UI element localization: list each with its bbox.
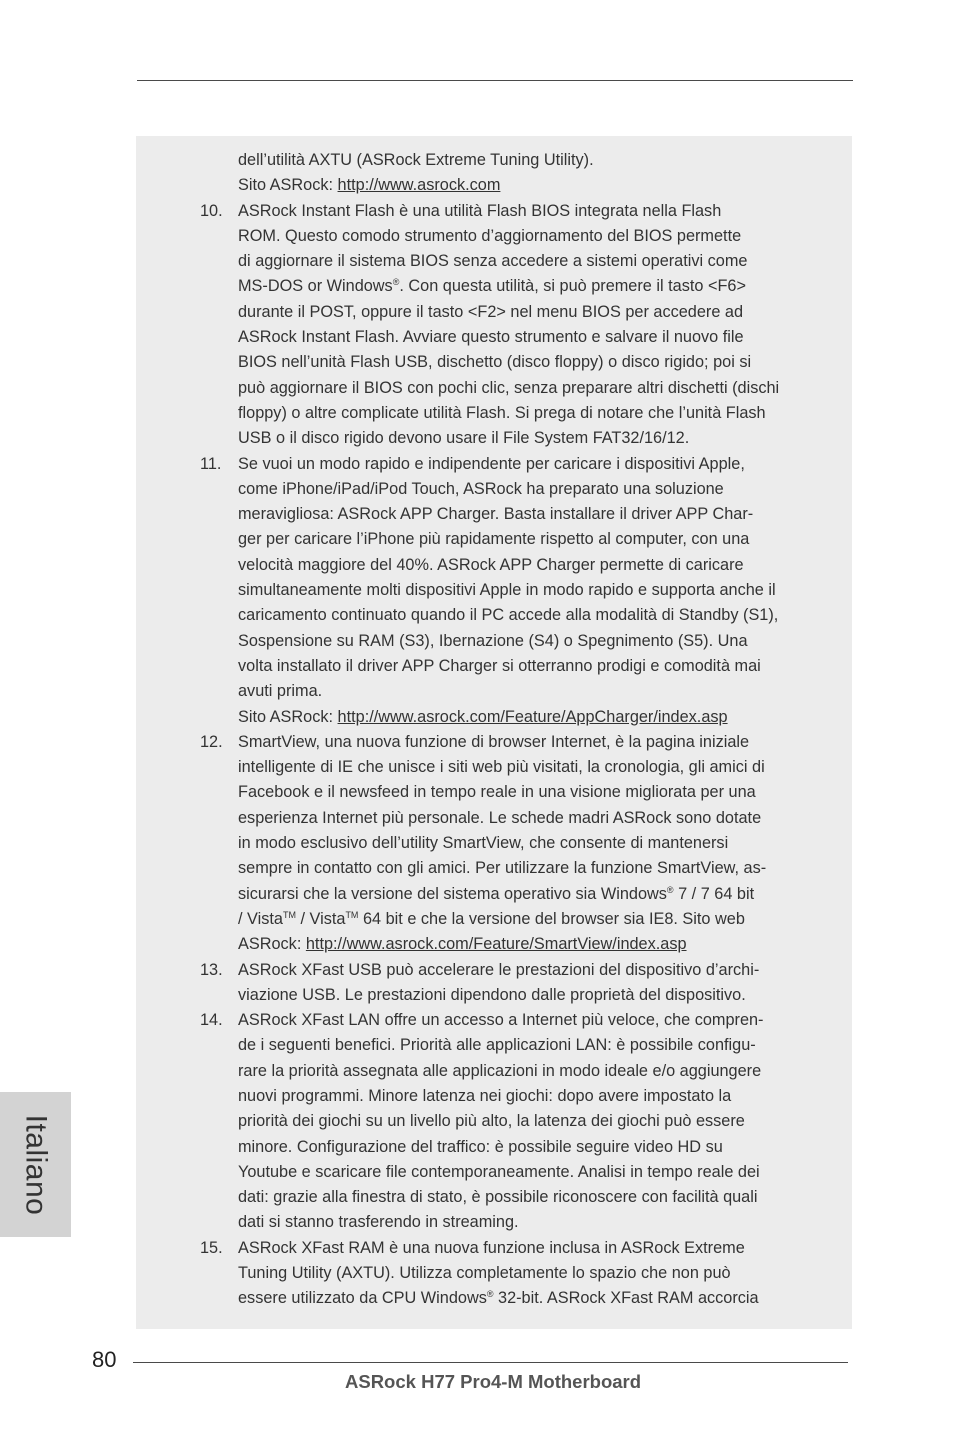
text-line (200, 856, 810, 881)
superscript-mark: ® (486, 1289, 494, 1300)
line-text: 7 / 7 64 bit (673, 884, 755, 903)
line-text: de i seguenti benefici. Priorità alle applicazioni LAN: è possibile configu- (238, 1036, 756, 1055)
line-text: caricamento continuato quando il PC accede alla modalità di Standby (S1), (238, 606, 779, 625)
text-line (200, 882, 810, 907)
text-line (200, 350, 810, 375)
line-text: Facebook e il newsfeed in tempo reale in una visione migliorata per una (238, 783, 756, 802)
text-line (200, 401, 810, 426)
page-number: 80 (92, 1347, 117, 1372)
line-text: BIOS nell’unità Flash USB, dischetto (disco floppy) o disco rigido; poi si (238, 353, 752, 372)
line-text: floppy) o altre complicate utilità Flash. Si prega di notare che l’unità Flash (238, 403, 766, 422)
text-line (200, 452, 810, 477)
item-number: 11. (200, 454, 222, 473)
text-line (200, 1135, 810, 1160)
line-text: ASRock XFast RAM è una nuova funzione inclusa in ASRock Extreme (238, 1238, 745, 1257)
text-line (200, 831, 810, 856)
line-text: priorità dei giochi su un livello più alto, la latenza dei giochi può essere (238, 1112, 745, 1131)
text-line (200, 654, 810, 679)
line-text: simultaneamente molti dispositivi Apple in modo rapido e supporta anche il (238, 581, 776, 600)
text-line (200, 1210, 810, 1235)
website-link[interactable]: http://www.asrock.com/Feature/SmartView/index.asp (305, 935, 687, 954)
list-item (200, 1008, 810, 1236)
line-text: sempre in contatto con gli amici. Per utilizzare la funzione SmartView, as- (238, 859, 767, 878)
text-line (200, 502, 810, 527)
line-text: / Vista (295, 909, 346, 928)
line-text: ger per caricare l’iPhone più rapidamente rispetto al computer, con una (238, 530, 750, 549)
list-item (200, 1236, 810, 1312)
line-text: velocità maggiore del 40%. ASRock APP Charger permette di caricare (238, 555, 744, 574)
line-text: di aggiornare il sistema BIOS senza accedere a sistemi operativi come (238, 252, 748, 271)
superscript-mark: ® (666, 884, 674, 895)
line-text: ASRock Instant Flash. Avviare questo strumento e salvare il nuovo file (238, 328, 744, 347)
text-line (200, 477, 810, 502)
text-line (200, 1185, 810, 1210)
line-text: rare la priorità assegnata alle applicazioni in modo ideale e/o aggiungere (238, 1061, 762, 1080)
text-line (200, 603, 810, 628)
manual-text (200, 148, 810, 1312)
line-text: intelligente di IE che unisce i siti web più visitati, la cronologia, gli amici di (238, 758, 765, 777)
line-text: 64 bit e che la versione del browser sia IE8. Sito web (358, 909, 745, 928)
header-rule (137, 80, 853, 81)
line-text: SmartView, una nuova funzione di browser Internet, è la pagina iniziale (238, 732, 750, 751)
line-text: / Vista (238, 909, 283, 928)
text-line (200, 325, 810, 350)
line-text: USB o il disco rigido devono usare il File System FAT32/16/12. (238, 429, 690, 448)
text-line (200, 806, 810, 831)
text-line (200, 907, 810, 932)
line-text: Sito ASRock: (238, 176, 338, 195)
superscript-mark: ® (392, 277, 400, 288)
line-text: avuti prima. (238, 682, 323, 701)
line-text: Tuning Utility (AXTU). Utilizza completamente lo spazio che non può (238, 1264, 731, 1283)
text-line (200, 1160, 810, 1185)
text-line (200, 1286, 810, 1311)
line-text: MS-DOS or Windows (238, 277, 393, 296)
line-text: come iPhone/iPad/iPod Touch, ASRock ha preparato una soluzione (238, 479, 724, 498)
superscript-mark: TM (282, 909, 296, 920)
text-line (200, 199, 810, 224)
text-line (200, 148, 810, 173)
line-text: sicurarsi che la versione del sistema operativo sia Windows (238, 884, 667, 903)
line-text: nuovi programmi. Minore latenza nei giochi: dopo avere impostato la (238, 1086, 732, 1105)
line-text: volta installato il driver APP Charger si otterranno prodigi e comodità mai (238, 656, 761, 675)
text-line (200, 780, 810, 805)
list-item (200, 199, 810, 452)
line-text: durante il POST, oppure il tasto <F2> nel menu BIOS per accedere ad (238, 302, 744, 321)
website-link[interactable]: http://www.asrock.com (337, 176, 501, 195)
text-line (200, 426, 810, 451)
text-line (200, 300, 810, 325)
line-text: dati: grazie alla finestra di stato, è possibile riconoscere con facilità quali (238, 1188, 758, 1207)
line-text: può aggiornare il BIOS con pochi clic, senza preparare altri dischetti (dischi (238, 378, 780, 397)
line-text: dati si stanno trasferendo in streaming. (238, 1213, 519, 1232)
superscript-mark: TM (345, 909, 359, 920)
list-item (200, 452, 810, 730)
text-line (200, 755, 810, 780)
line-text: 32-bit. ASRock XFast RAM accorcia (493, 1289, 759, 1308)
line-text: ROM. Questo comodo strumento d’aggiornamento del BIOS permette (238, 226, 742, 245)
text-line (200, 1008, 810, 1033)
list-item (200, 958, 810, 1009)
text-line (200, 224, 810, 249)
text-line (200, 1033, 810, 1058)
text-line (200, 1261, 810, 1286)
line-text: dell’utilità AXTU (ASRock Extreme Tuning Utility). (238, 151, 594, 169)
text-line (200, 932, 810, 957)
text-line (200, 1084, 810, 1109)
line-text: essere utilizzato da CPU Windows (238, 1289, 487, 1308)
text-line (200, 958, 810, 983)
list-item (200, 730, 810, 958)
line-text: viazione USB. Le prestazioni dipendono dalle proprietà del dispositivo. (238, 985, 746, 1004)
line-text: esperienza Internet più personale. Le schede madri ASRock sono dotate (238, 808, 762, 827)
text-line (200, 730, 810, 755)
item-number: 10. (200, 201, 223, 220)
text-line (200, 629, 810, 654)
line-text: ASRock Instant Flash è una utilità Flash BIOS integrata nella Flash (238, 201, 722, 220)
line-text: in modo esclusivo dell’utility SmartView, che consente di mantenersi (238, 834, 729, 853)
text-line (200, 679, 810, 704)
item-number: 12. (200, 732, 223, 751)
text-line (200, 1059, 810, 1084)
text-line (200, 274, 810, 299)
line-text: Se vuoi un modo rapido e indipendente per caricare i dispositivi Apple, (238, 454, 745, 473)
text-line (200, 983, 810, 1008)
item-number: 14. (200, 1011, 223, 1030)
line-text: Sospensione su RAM (S3), Ibernazione (S4) o Spegnimento (S5). Una (238, 631, 748, 650)
text-line (200, 249, 810, 274)
item-number: 15. (200, 1238, 223, 1257)
website-link[interactable]: http://www.asrock.com/Feature/AppCharger/index.asp (337, 707, 728, 726)
text-line (200, 376, 810, 401)
text-line (200, 527, 810, 552)
footer-title: ASRock H77 Pro4-M Motherboard (345, 1371, 642, 1392)
line-text: minore. Configurazione del traffico: è possibile seguire video HD su (238, 1137, 723, 1156)
text-line (200, 578, 810, 603)
text-line (200, 705, 810, 730)
line-text: ASRock: (238, 935, 306, 954)
language-tab-label: Italiano (19, 1114, 53, 1215)
line-text: ASRock XFast USB può accelerare le prestazioni del dispositivo d’archi- (238, 960, 760, 979)
line-text: Sito ASRock: (238, 707, 338, 726)
footer-rule (133, 1362, 848, 1363)
text-line (200, 553, 810, 578)
text-line (200, 173, 810, 198)
list-item (200, 148, 810, 199)
text-line (200, 1236, 810, 1261)
language-tab (0, 1092, 71, 1237)
line-text: . Con questa utilità, si può premere il tasto <F6> (399, 277, 746, 296)
line-text: ASRock XFast LAN offre un accesso a Internet più veloce, che compren- (238, 1011, 764, 1030)
item-number: 13. (200, 960, 223, 979)
line-text: meravigliosa: ASRock APP Charger. Basta installare il driver APP Char- (238, 505, 754, 524)
text-line (200, 1109, 810, 1134)
line-text: Youtube e scaricare file contemporaneamente. Analisi in tempo reale dei (238, 1162, 760, 1181)
